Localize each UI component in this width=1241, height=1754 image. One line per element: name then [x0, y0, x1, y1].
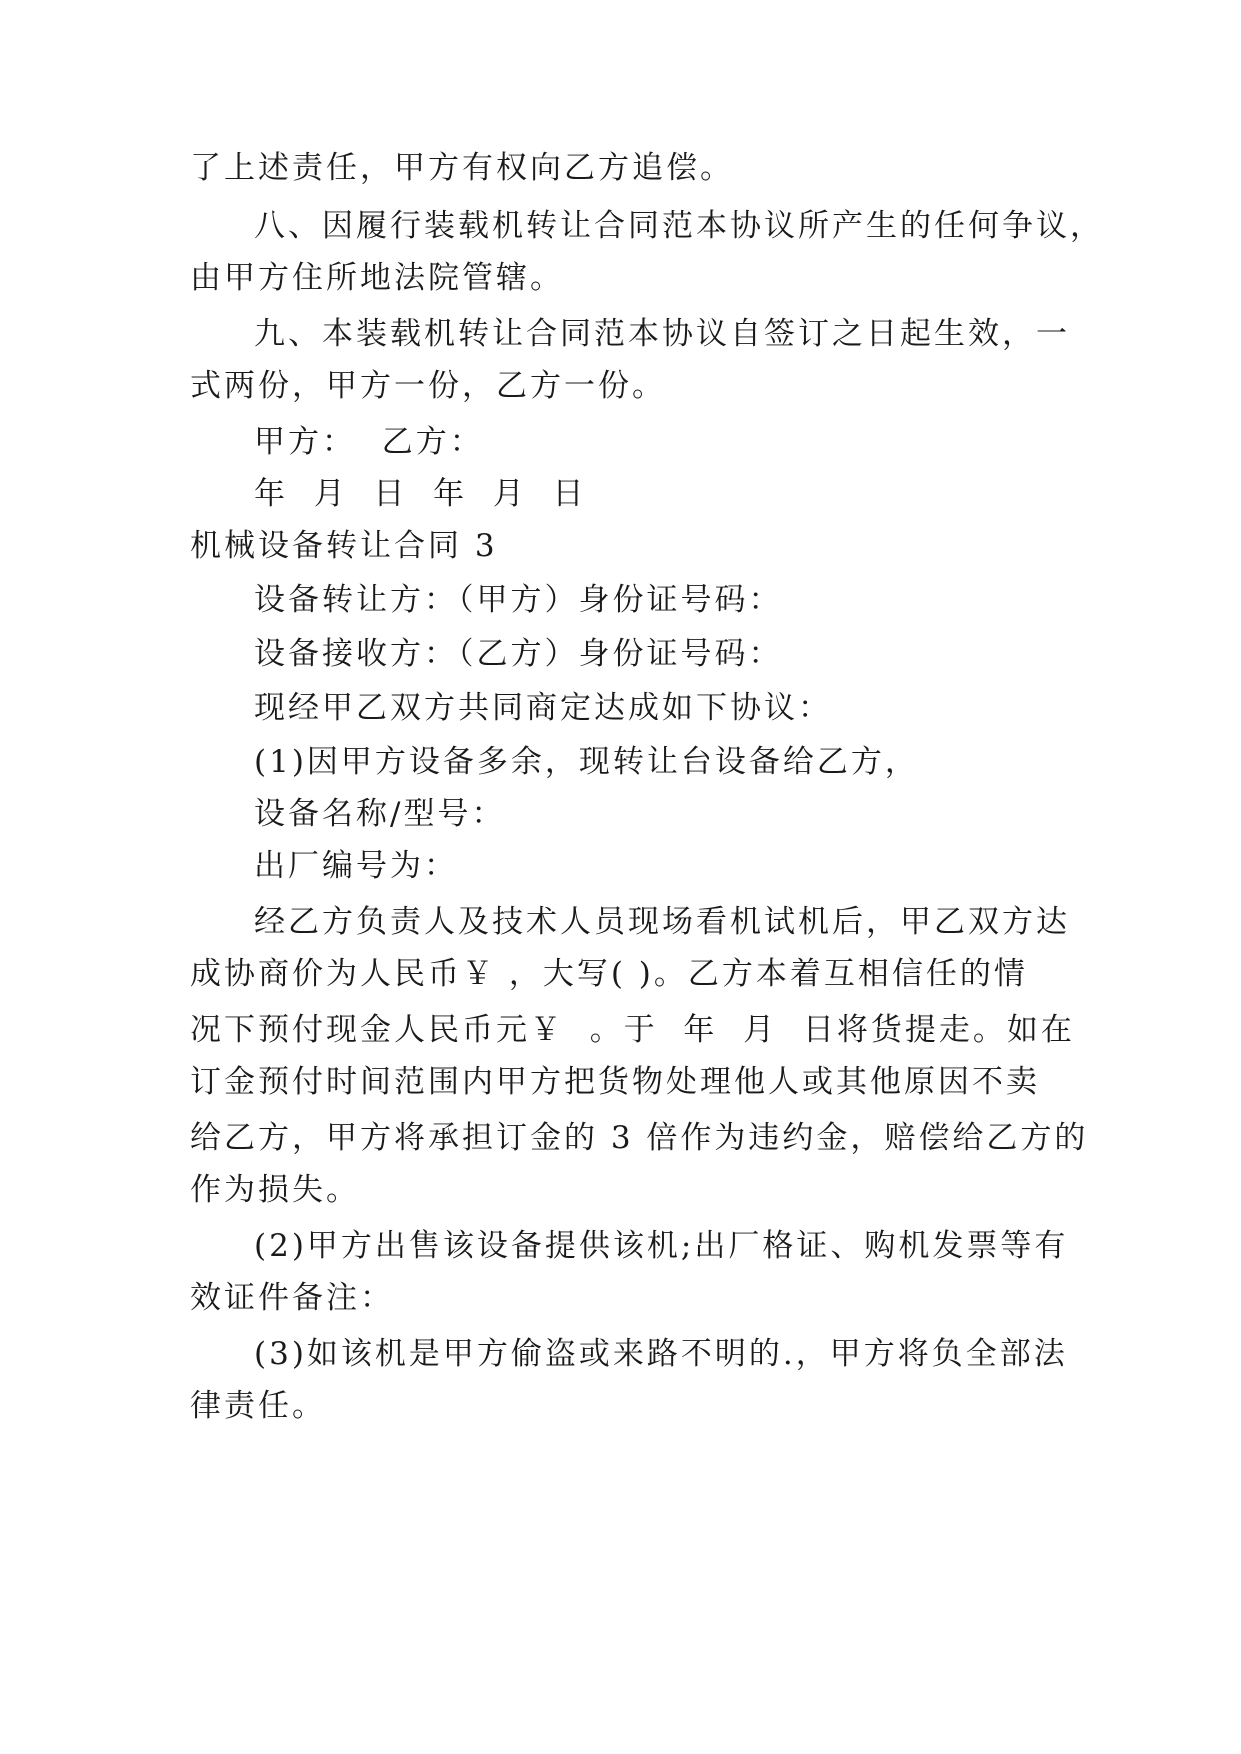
paragraph-line: 式两份，甲方一份，乙方一份。 [190, 368, 666, 404]
paragraph-line: 给乙方，甲方将承担订金的 3 倍作为违约金，赔偿给乙方的 [190, 1120, 1089, 1156]
paragraph-line: (1)因甲方设备多余，现转让台设备给乙方， [254, 744, 919, 780]
paragraph-line: 了上述责任，甲方有权向乙方追偿。 [190, 150, 734, 186]
paragraph-line: 现经甲乙双方共同商定达成如下协议： [254, 690, 832, 726]
paragraph-line: 订金预付时间范围内甲方把货物处理他人或其他原因不卖 [190, 1064, 1040, 1100]
paragraph-line: 况下预付现金人民币元￥ 。于 年 月 日将货提走。如在 [190, 1012, 1075, 1048]
signature-parties-line: 甲方： 乙方： [254, 424, 484, 460]
paragraph-line: 设备名称/型号： [254, 796, 506, 832]
paragraph-line: (2)甲方出售该设备提供该机;出厂格证、购机发票等有 [254, 1228, 1069, 1264]
signature-date-line: 年 月 日 年 月 日 [254, 476, 587, 512]
paragraph-line: 设备接收方：（乙方）身份证号码： [254, 636, 783, 672]
paragraph-line: 作为损失。 [190, 1172, 360, 1208]
paragraph-line: 出厂编号为： [254, 848, 458, 884]
paragraph-line: (3)如该机是甲方偷盗或来路不明的.，甲方将负全部法 [254, 1336, 1068, 1372]
paragraph-line: 九、本装载机转让合同范本协议自签订之日起生效，一 [254, 316, 1070, 352]
paragraph-line: 由甲方住所地法院管辖。 [190, 260, 564, 296]
paragraph-line: 八、因履行装载机转让合同范本协议所产生的任何争议， [254, 208, 1104, 244]
paragraph-line: 设备转让方：（甲方）身份证号码： [254, 582, 783, 618]
paragraph-line: 成协商价为人民币￥ ，大写( )。乙方本着互相信任的情 [190, 956, 1028, 992]
section-title: 机械设备转让合同 3 [190, 528, 498, 564]
paragraph-line: 效证件备注： [190, 1280, 394, 1316]
paragraph-line: 律责任。 [190, 1388, 326, 1424]
paragraph-line: 经乙方负责人及技术人员现场看机试机后，甲乙双方达 [254, 904, 1070, 940]
